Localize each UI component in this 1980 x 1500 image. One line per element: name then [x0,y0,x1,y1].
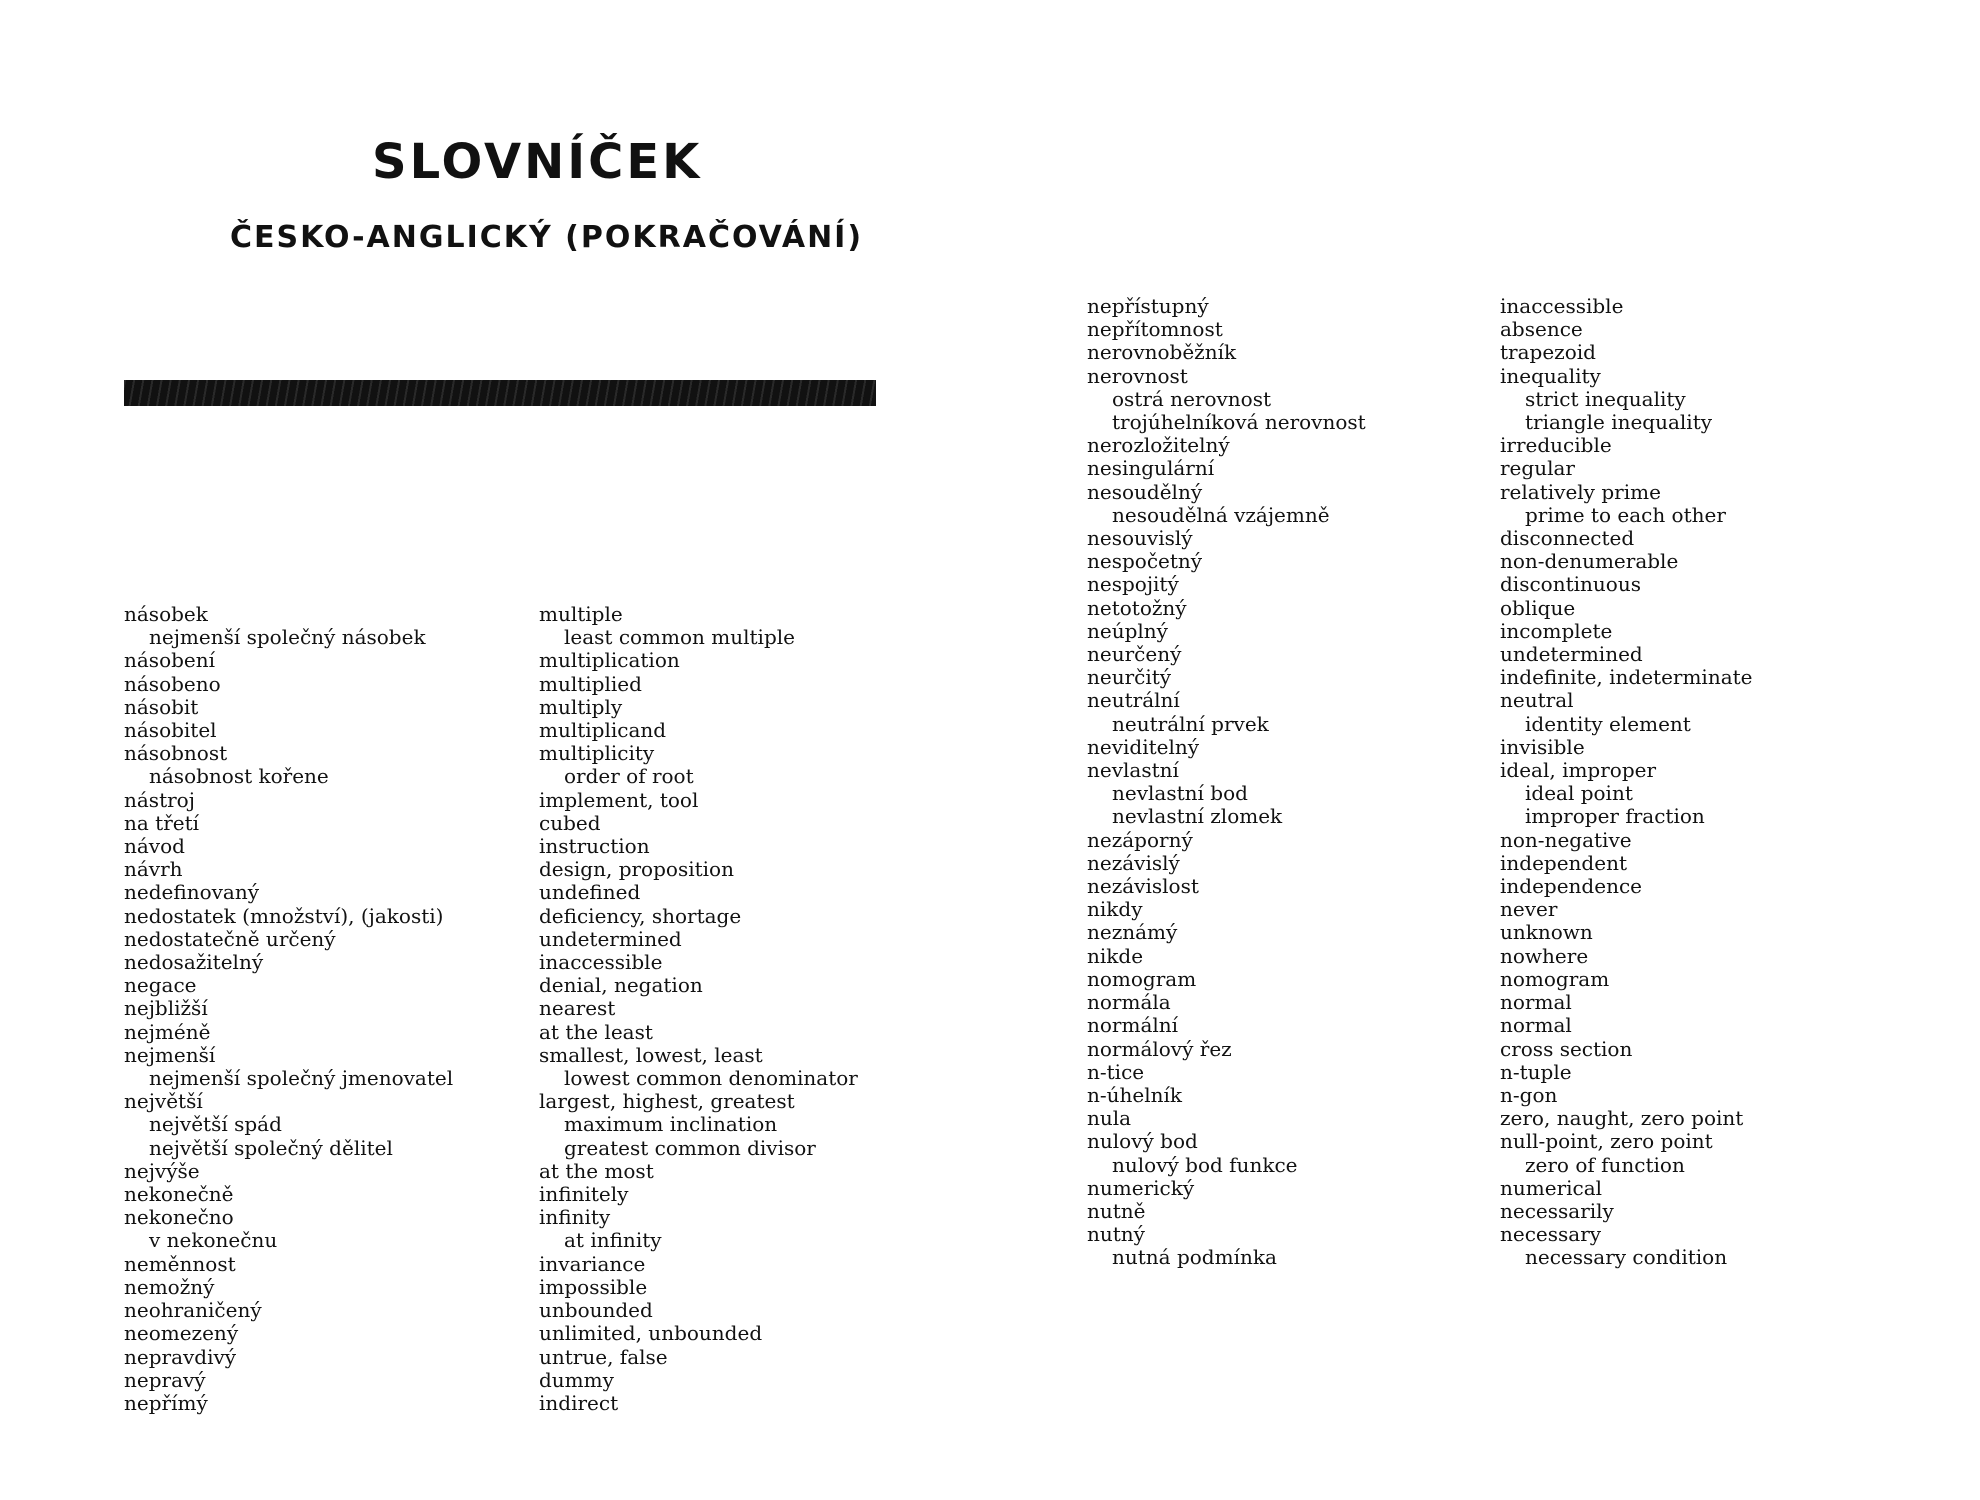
glossary-subentry: největší společný dělitel [149,1135,393,1160]
glossary-entry: implement, tool [539,787,699,812]
glossary-entry: nutně [1087,1198,1146,1223]
glossary-entry: nejmenší [124,1042,216,1067]
czech-terms-column-left [124,603,453,1415]
glossary-entry: non-denumerable [1500,549,1679,574]
glossary-entry: nepravdivý [124,1344,237,1369]
glossary-entry: indirect [539,1390,619,1415]
glossary-entry: největší [124,1089,203,1114]
glossary-subentry: improper fraction [1525,804,1705,829]
glossary-entry: inaccessible [1500,294,1624,318]
glossary-entry: numerical [1500,1175,1603,1200]
glossary-entry: nerovnoběžník [1087,340,1237,365]
glossary-entry: unknown [1500,920,1593,945]
glossary-subentry: neutrální prvek [1112,711,1269,736]
glossary-entry: indefinite, indeterminate [1500,665,1753,690]
glossary-entry: nepřímý [124,1390,208,1415]
glossary-subentry: násobnost kořene [149,764,329,789]
glossary-entry: nespočetný [1087,549,1203,574]
glossary-subentry: zero of function [1525,1152,1685,1177]
glossary-entry: incomplete [1500,618,1613,643]
glossary-subentry: ostrá nerovnost [1112,386,1272,411]
glossary-subentry: greatest common divisor [564,1135,816,1160]
glossary-subentry: least common multiple [564,625,795,650]
glossary-subentry: trojúhelníková nerovnost [1112,410,1366,435]
glossary-entry: nerozložitelný [1087,433,1230,458]
glossary-entry: neutral [1500,688,1574,713]
glossary-entry: neohraničený [124,1298,262,1323]
glossary-entry: at the most [539,1158,654,1183]
glossary-entry: zero, naught, zero point [1500,1106,1744,1131]
glossary-entry: nepřítomnost [1087,317,1223,342]
glossary-entry: neomezený [124,1321,239,1346]
glossary-entry: oblique [1500,595,1576,620]
glossary-entry: infinity [539,1205,611,1230]
glossary-entry: návod [124,834,185,859]
glossary-entry: netotožný [1087,595,1187,620]
glossary-entry: nepravý [124,1367,206,1392]
glossary-entry: násobnost [124,741,228,766]
glossary-entry: undetermined [1500,642,1643,667]
glossary-entry: normal [1500,990,1572,1015]
glossary-entry: multiplicand [539,718,667,743]
glossary-entry: násobení [124,648,216,673]
glossary-entry: nezáporný [1087,827,1193,852]
glossary-subentry: největší spád [149,1112,282,1137]
glossary-entry: invisible [1500,734,1585,759]
glossary-entry: násobek [124,602,208,626]
glossary-entry: infinitely [539,1182,629,1207]
glossary-entry: nulový bod [1087,1129,1198,1154]
glossary-entry: unlimited, unbounded [539,1321,763,1346]
glossary-entry: largest, highest, greatest [539,1089,795,1114]
glossary-entry: inequality [1500,363,1601,388]
glossary-entry: nekonečně [124,1182,234,1207]
glossary-entry: neutrální [1087,688,1180,713]
glossary-entry: nearest [539,996,616,1021]
glossary-entry: násobitel [124,718,217,743]
glossary-entry: n-úhelník [1087,1082,1183,1107]
glossary-entry: nomogram [1500,966,1610,991]
glossary-entry: independent [1500,850,1627,875]
glossary-entry: inaccessible [539,950,663,975]
glossary-entry: n-tice [1087,1059,1145,1084]
glossary-entry: nesouvislý [1087,526,1193,551]
glossary-entry: undefined [539,880,641,905]
page-title: SLOVNÍČEK [372,134,703,190]
glossary-entry: nezávislost [1087,874,1199,899]
glossary-entry: absence [1500,317,1583,342]
glossary-entry: neúplný [1087,618,1168,643]
page-subtitle: ČESKO-ANGLICKÝ (POKRAČOVÁNÍ) [230,220,864,255]
glossary-entry: unbounded [539,1298,653,1323]
glossary-entry: smallest, lowest, least [539,1042,763,1067]
glossary-entry: at the least [539,1019,653,1044]
glossary-entry: nepřístupný [1087,294,1209,318]
glossary-entry: nedosažitelný [124,950,264,975]
glossary-entry: multiple [539,602,623,626]
glossary-entry: normální [1087,1013,1179,1038]
decorative-bar [124,380,876,406]
glossary-subentry: strict inequality [1525,386,1686,411]
glossary-entry: never [1500,897,1558,922]
glossary-entry: nomogram [1087,966,1197,991]
glossary-entry: dummy [539,1367,614,1392]
glossary-entry: necessary [1500,1222,1602,1247]
glossary-subentry: prime to each other [1525,502,1726,527]
glossary-subentry: nevlastní zlomek [1112,804,1283,829]
glossary-entry: undetermined [539,926,682,951]
glossary-entry: non-negative [1500,827,1632,852]
glossary-subentry: nejmenší společný jmenovatel [149,1066,454,1091]
glossary-entry: impossible [539,1274,648,1299]
glossary-entry: denial, negation [539,973,703,998]
glossary-entry: numerický [1087,1175,1195,1200]
glossary-entry: nevlastní [1087,758,1179,783]
glossary-entry: untrue, false [539,1344,668,1369]
czech-terms-column-right [1087,295,1366,1270]
glossary-subentry: identity element [1525,711,1691,736]
glossary-entry: násobeno [124,671,221,696]
glossary-entry: normála [1087,990,1171,1015]
glossary-entry: nedostatek (množství), (jakosti) [124,903,444,928]
glossary-entry: multiplied [539,671,642,696]
glossary-entry: cubed [539,810,601,835]
glossary-entry: násobit [124,694,199,719]
glossary-subentry: at infinity [564,1228,662,1253]
glossary-entry: nespojitý [1087,572,1179,597]
glossary-entry: nerovnost [1087,363,1188,388]
glossary-entry: návrh [124,857,183,882]
glossary-entry: nástroj [124,787,195,812]
glossary-entry: design, proposition [539,857,734,882]
glossary-entry: neznámý [1087,920,1178,945]
glossary-entry: nejvýše [124,1158,200,1183]
glossary-entry: nesingulární [1087,456,1215,481]
glossary-subentry: triangle inequality [1525,410,1713,435]
glossary-entry: cross section [1500,1036,1633,1061]
glossary-entry: nedefinovaný [124,880,260,905]
glossary-entry: invariance [539,1251,646,1276]
glossary-entry: instruction [539,834,650,859]
glossary-entry: multiplicity [539,741,655,766]
glossary-entry: normálový řez [1087,1036,1232,1061]
glossary-entry: independence [1500,874,1642,899]
glossary-subentry: ideal point [1525,781,1633,806]
glossary-entry: neviditelný [1087,734,1200,759]
glossary-entry: ideal, improper [1500,758,1657,783]
glossary-entry: regular [1500,456,1575,481]
glossary-entry: neurčený [1087,642,1182,667]
glossary-entry: trapezoid [1500,340,1596,365]
glossary-subentry: nutná podmínka [1112,1245,1277,1270]
glossary-entry: null-point, zero point [1500,1129,1713,1154]
glossary-subentry: maximum inclination [564,1112,778,1137]
glossary-subentry: necessary condition [1525,1245,1728,1270]
glossary-entry: nowhere [1500,943,1589,968]
glossary-entry: neměnnost [124,1251,236,1276]
glossary-entry: nemožný [124,1274,215,1299]
glossary-entry: negace [124,973,197,998]
glossary-entry: nikdy [1087,897,1143,922]
glossary-subentry: nevlastní bod [1112,781,1248,806]
glossary-entry: nesoudělný [1087,479,1203,504]
glossary-subentry: nejmenší společný násobek [149,625,426,650]
glossary-entry: irreducible [1500,433,1612,458]
english-terms-column-left [539,603,858,1415]
glossary-entry: relatively prime [1500,479,1661,504]
glossary-entry: discontinuous [1500,572,1641,597]
glossary-entry: nejbližší [124,996,208,1021]
glossary-entry: deficiency, shortage [539,903,742,928]
glossary-entry: multiply [539,694,623,719]
glossary-entry: nezávislý [1087,850,1180,875]
glossary-entry: nedostatečně určený [124,926,336,951]
glossary-entry: n-tuple [1500,1059,1572,1084]
glossary-entry: nikde [1087,943,1144,968]
glossary-entry: necessarily [1500,1198,1614,1223]
glossary-entry: normal [1500,1013,1572,1038]
glossary-entry: nekonečno [124,1205,234,1230]
glossary-subentry: order of root [564,764,694,789]
glossary-entry: disconnected [1500,526,1635,551]
glossary-entry: nula [1087,1106,1132,1131]
glossary-entry: nejméně [124,1019,211,1044]
glossary-entry: neurčitý [1087,665,1172,690]
glossary-subentry: v nekonečnu [149,1228,278,1253]
glossary-subentry: lowest common denominator [564,1066,858,1091]
glossary-subentry: nesoudělná vzájemně [1112,502,1330,527]
glossary-entry: n-gon [1500,1082,1558,1107]
glossary-entry: nutný [1087,1222,1145,1247]
glossary-subentry: nulový bod funkce [1112,1152,1298,1177]
glossary-entry: na třetí [124,810,200,835]
english-terms-column-right [1500,295,1753,1270]
glossary-entry: multiplication [539,648,680,673]
